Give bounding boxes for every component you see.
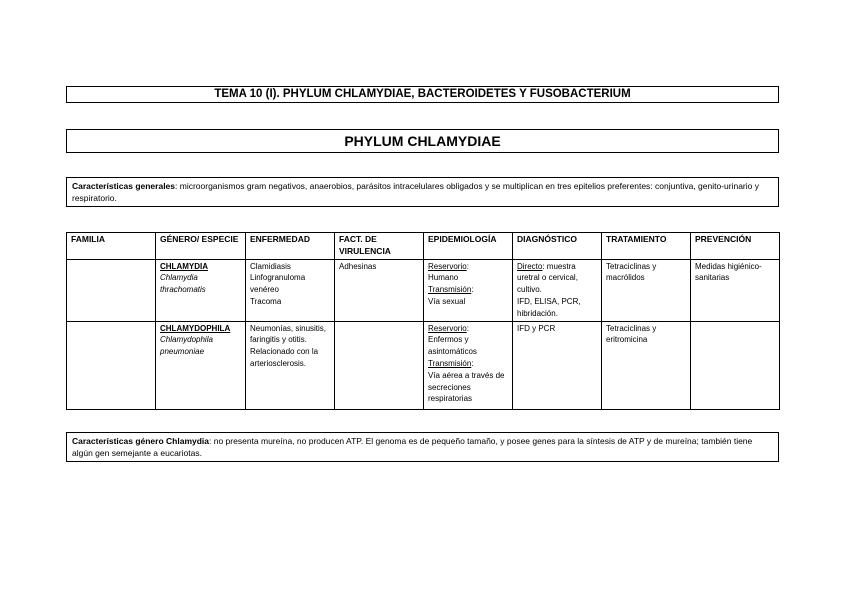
cell-familia (67, 259, 156, 321)
table-row (67, 321, 780, 409)
cell-diagnostico: IFD y PCR (513, 321, 602, 409)
genus-label: Características género Chlamydia (72, 436, 210, 446)
disease-item: Linfogranuloma venéreo (250, 273, 306, 295)
disease-item: Relacionado con la arteriosclerosis. (250, 347, 319, 368)
diagnostico-value: : muestra uretral o cervical, cultivo. (517, 261, 578, 295)
transmision-label: Transmisión (428, 358, 472, 368)
header-tratamiento: TRATAMIENTO (602, 233, 691, 260)
reservorio-label: Reservorio (428, 323, 467, 333)
classification-table (66, 232, 780, 410)
header-epidemiologia: EPIDEMIOLOGÍA (424, 233, 513, 260)
species-name: Chlamydophila pneumoniae (160, 335, 213, 357)
reservorio-value: Enfermos y asintomáticos (428, 335, 477, 357)
disease-item: Clamidiasis (250, 261, 291, 271)
cell-prevencion (691, 321, 780, 409)
transmision-value: Vía sexual (428, 296, 466, 306)
cell-diagnostico (513, 259, 602, 321)
cell-epidemiologia: Reservorio: Humano Transmisión: Vía sexual (424, 259, 513, 321)
diagnostico-methods: IFD, ELISA, PCR, hibridación. (517, 296, 581, 318)
header-diagnostico: DIAGNÓSTICO (513, 233, 602, 260)
reservorio-value: Humano (428, 273, 459, 283)
cell-tratamiento: Tetraciclinas y macrólidos (602, 259, 691, 321)
general-label: Características generales (72, 181, 176, 191)
general-text: : microorganismos gram negativos, anaerobios, parásitos intracelulares obligados y se multiplican en tres epitelios preferentes: conjuntiva, genito-urinario y respiratorio. (72, 181, 759, 203)
header-familia: FAMILIA (67, 233, 156, 260)
cell-prevencion: Medidas higiénico-sanitarias (691, 259, 780, 321)
general-characteristics (66, 177, 779, 207)
cell-enfermedad (246, 259, 335, 321)
genus-characteristics (66, 432, 779, 462)
transmision-label: Transmisión (428, 285, 472, 295)
genus-text: : no presenta mureína, no producen ATP. El genoma es de pequeño tamaño, y posee genes para la síntesis de ATP y de mureína; también tiene algún gen semejante a eucariotas. (72, 436, 753, 458)
cell-tratamiento: Tetraciclinas y eritromicina (602, 321, 691, 409)
table-header-row (67, 233, 780, 260)
genus-name: CHLAMYDIA (160, 261, 208, 271)
cell-genero (156, 259, 246, 321)
header-enfermedad: ENFERMEDAD (246, 233, 335, 260)
cell-enfermedad (246, 321, 335, 409)
cell-genero (156, 321, 246, 409)
disease-item: Neumonías, sinusitis, faringitis y otitis. (250, 323, 327, 345)
reservorio-label: Reservorio (428, 261, 467, 271)
transmision-value: Vía aérea a través de secreciones respiratorias (428, 370, 505, 404)
genus-name: CHLAMYDOPHILA (160, 323, 231, 333)
table-row (67, 259, 780, 321)
diagnostico-label: Directo (517, 261, 543, 271)
cell-epidemiologia: Reservorio: Enfermos y asintomáticos Transmisión: Vía aérea a través de secreciones respiratorias (424, 321, 513, 409)
disease-item: Tracoma (250, 296, 282, 306)
header-prevencion: PREVENCIÓN (691, 233, 780, 260)
species-name: Chlamydia thrachomatis (160, 273, 206, 295)
cell-virulencia: Adhesinas (335, 259, 424, 321)
section-heading: PHYLUM CHLAMYDIAE (66, 129, 779, 153)
cell-familia (67, 321, 156, 409)
document-title: TEMA 10 (I). PHYLUM CHLAMYDIAE, BACTEROIDETES Y FUSOBACTERIUM (66, 86, 779, 103)
cell-virulencia (335, 321, 424, 409)
header-genero: GÉNERO/ ESPECIE (156, 233, 246, 260)
header-virulencia: FACT. DE VIRULENCIA (335, 233, 424, 260)
